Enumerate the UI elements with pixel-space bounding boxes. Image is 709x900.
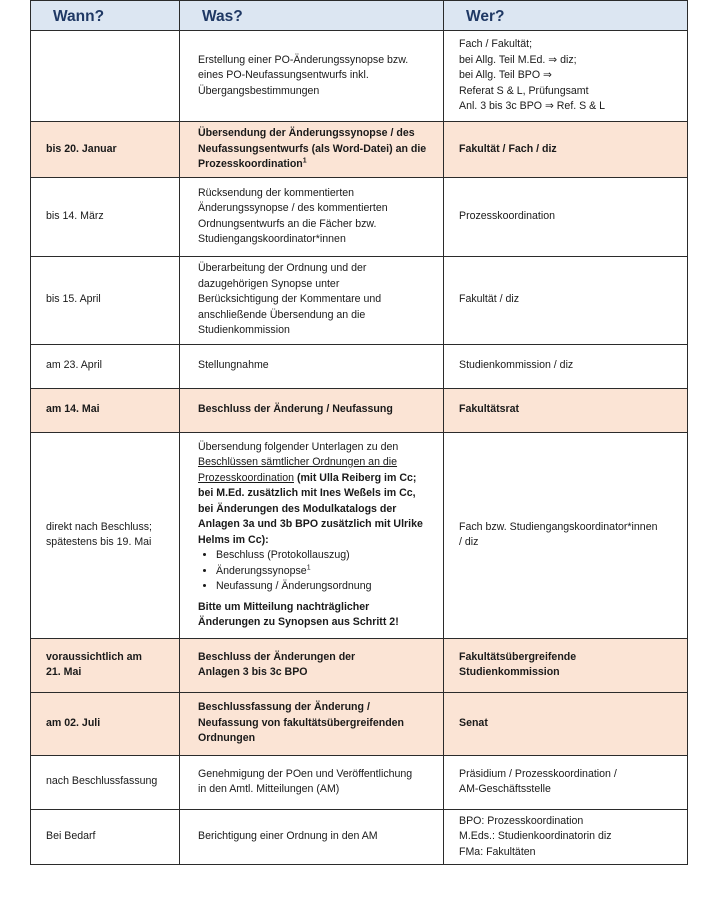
wer-line: BPO: Prozesskoordination [459,814,584,827]
was-line: Berücksichtigung der Kommentare und [198,293,382,306]
header-wer: Wer? [444,1,688,31]
was-underlined: Beschlüssen sämtlicher Ordnungen an die [198,456,398,468]
cell-was [180,638,444,692]
was-bold: (mit Ulla Reiberg im Cc; [294,471,417,484]
table-row [31,432,688,638]
table-row [31,31,688,122]
was-bold: Helms im Cc): [198,533,269,546]
wer-line: bei Allg. Teil BPO ⇒ [459,69,552,82]
footnote-ref: 1 [306,563,311,571]
was-line: Neufassungsentwurfs (als Word-Datei) an die [198,142,427,155]
wer-line: Fach bzw. Studiengangskoordinator*innen [459,520,658,533]
list-item: • Beschluss (Protokollauszug) [216,548,435,564]
cell-wer: Fakultät / Fach / diz [444,122,688,178]
cell-was [180,122,444,178]
was-line: eines PO-Neufassungsentwurfs inkl. [198,69,369,82]
cell-wann: am 23. April [31,344,180,388]
was-line: Ordnungsentwurfs an die Fächer bzw. [198,217,377,230]
was-line: Beschlussfassung der Änderung / [198,701,370,714]
cell-wann [31,31,180,122]
wann-line: direkt nach Beschluss; [46,520,152,533]
was-bold: Anlagen 3a und 3b BPO zusätzlich mit Ulrike [198,518,423,530]
was-note: Bitte um Mitteilung nachträglicher [198,600,370,613]
wer-line: / diz [459,536,479,548]
cell-wer [444,755,688,809]
was-line: Übergangsbestimmungen [198,84,320,97]
was-line: dazugehörigen Synopse unter [198,277,340,290]
cell-wer [444,638,688,692]
was-line: in den Amtl. Mitteilungen (AM) [198,783,340,795]
wer-line: Präsidium / Prozesskoordination / [459,767,617,780]
wann-line: 21. Mai [46,666,82,678]
wer-line: Fakultätsübergreifende [459,650,577,663]
wer-line: AM-Geschäftsstelle [459,783,551,795]
was-line: Rücksendung der kommentierten [198,186,355,199]
was-intro: Übersendung folgender Unterlagen zu den [198,440,399,453]
table-row-highlighted [31,638,688,692]
wer-line: Studienkommission [459,666,560,678]
cell-wann: am 02. Juli [31,692,180,755]
header-wann: Wann? [31,1,180,31]
cell-was [180,432,444,638]
table-row-highlighted [31,122,688,178]
was-line: Ordnungen [198,732,256,745]
was-line: Übersendung der Änderungssynopse / des [198,127,415,139]
cell-wer: Senat [444,692,688,755]
cell-wann: bis 20. Januar [31,122,180,178]
table-row-highlighted [31,388,688,432]
was-line: anschließende Übersendung an die [198,308,366,321]
cell-was [180,256,444,344]
wer-line: FMa: Fakultäten [459,845,536,858]
cell-wann: Bei Bedarf [31,809,180,865]
was-underlined: Prozesskoordination [198,471,294,484]
cell-wann: am 14. Mai [31,388,180,432]
was-line: Studienkommission [198,324,290,337]
cell-was [180,755,444,809]
cell-wann: nach Beschlussfassung [31,755,180,809]
cell-was: Stellungnahme [180,344,444,388]
footnote-ref: 1 [302,157,307,165]
cell-was [180,31,444,122]
cell-wann: bis 14. März [31,177,180,256]
was-line: Genehmigung der POen und Veröffentlichung [198,767,413,780]
cell-was: Beschluss der Änderung / Neufassung [180,388,444,432]
was-note: Änderungen zu Synopsen aus Schritt 2! [198,616,399,628]
was-line: Überarbeitung der Ordnung und der [198,262,367,275]
was-text: Prozesskoordination [198,158,303,170]
wer-line: M.Eds.: Studienkoordinatorin diz [459,830,612,842]
was-line [198,471,435,487]
cell-was [180,177,444,256]
cell-wer: Fakultätsrat [444,388,688,432]
was-bold: bei Änderungen des Modulkatalogs der [198,502,397,515]
cell-wann [31,432,180,638]
document-list [198,548,435,595]
cell-was [180,692,444,755]
table-row-highlighted [31,692,688,755]
table-row [31,344,688,388]
table-row [31,177,688,256]
cell-was: Berichtigung einer Ordnung in den AM [180,809,444,865]
table-row [31,809,688,865]
was-line: Anlagen 3 bis 3c BPO [198,666,308,678]
was-line: Beschluss der Änderungen der [198,650,356,663]
header-row [31,1,688,31]
wer-line: Referat S & L, Prüfungsamt [459,84,589,97]
was-line: Neufassung von fakultätsübergreifenden [198,716,405,729]
list-item: • Neufassung / Änderungsordnung [216,579,435,595]
wer-line: Fach / Fakultät; [459,38,533,51]
was-line: Erstellung einer PO-Änderungssynopse bzw. [198,53,409,66]
wann-line: voraussichtlich am [46,650,142,663]
was-line: Studiengangskoordinator*innen [198,233,346,245]
was-line: Änderungssynopse / des kommentierten [198,202,388,214]
process-timeline-table [30,0,688,865]
wer-line: Anl. 3 bis 3c BPO ⇒ Ref. S & L [459,100,606,113]
wer-line: bei Allg. Teil M.Ed. ⇒ diz; [459,53,577,66]
cell-wann: bis 15. April [31,256,180,344]
cell-wer [444,809,688,865]
header-was: Was? [180,1,444,31]
cell-wer [444,31,688,122]
table-row [31,256,688,344]
cell-wer: Fakultät / diz [444,256,688,344]
list-item [216,564,435,580]
cell-wer: Prozesskoordination [444,177,688,256]
was-line [198,157,435,173]
wann-line: spätestens bis 19. Mai [46,536,152,548]
cell-wer [444,432,688,638]
cell-wer: Studienkommission / diz [444,344,688,388]
was-bold: bei M.Ed. zusätzlich mit Ines Weßels im Cc, [198,487,416,499]
table-row [31,755,688,809]
cell-wann [31,638,180,692]
list-item-text: Änderungssynopse [216,564,307,577]
